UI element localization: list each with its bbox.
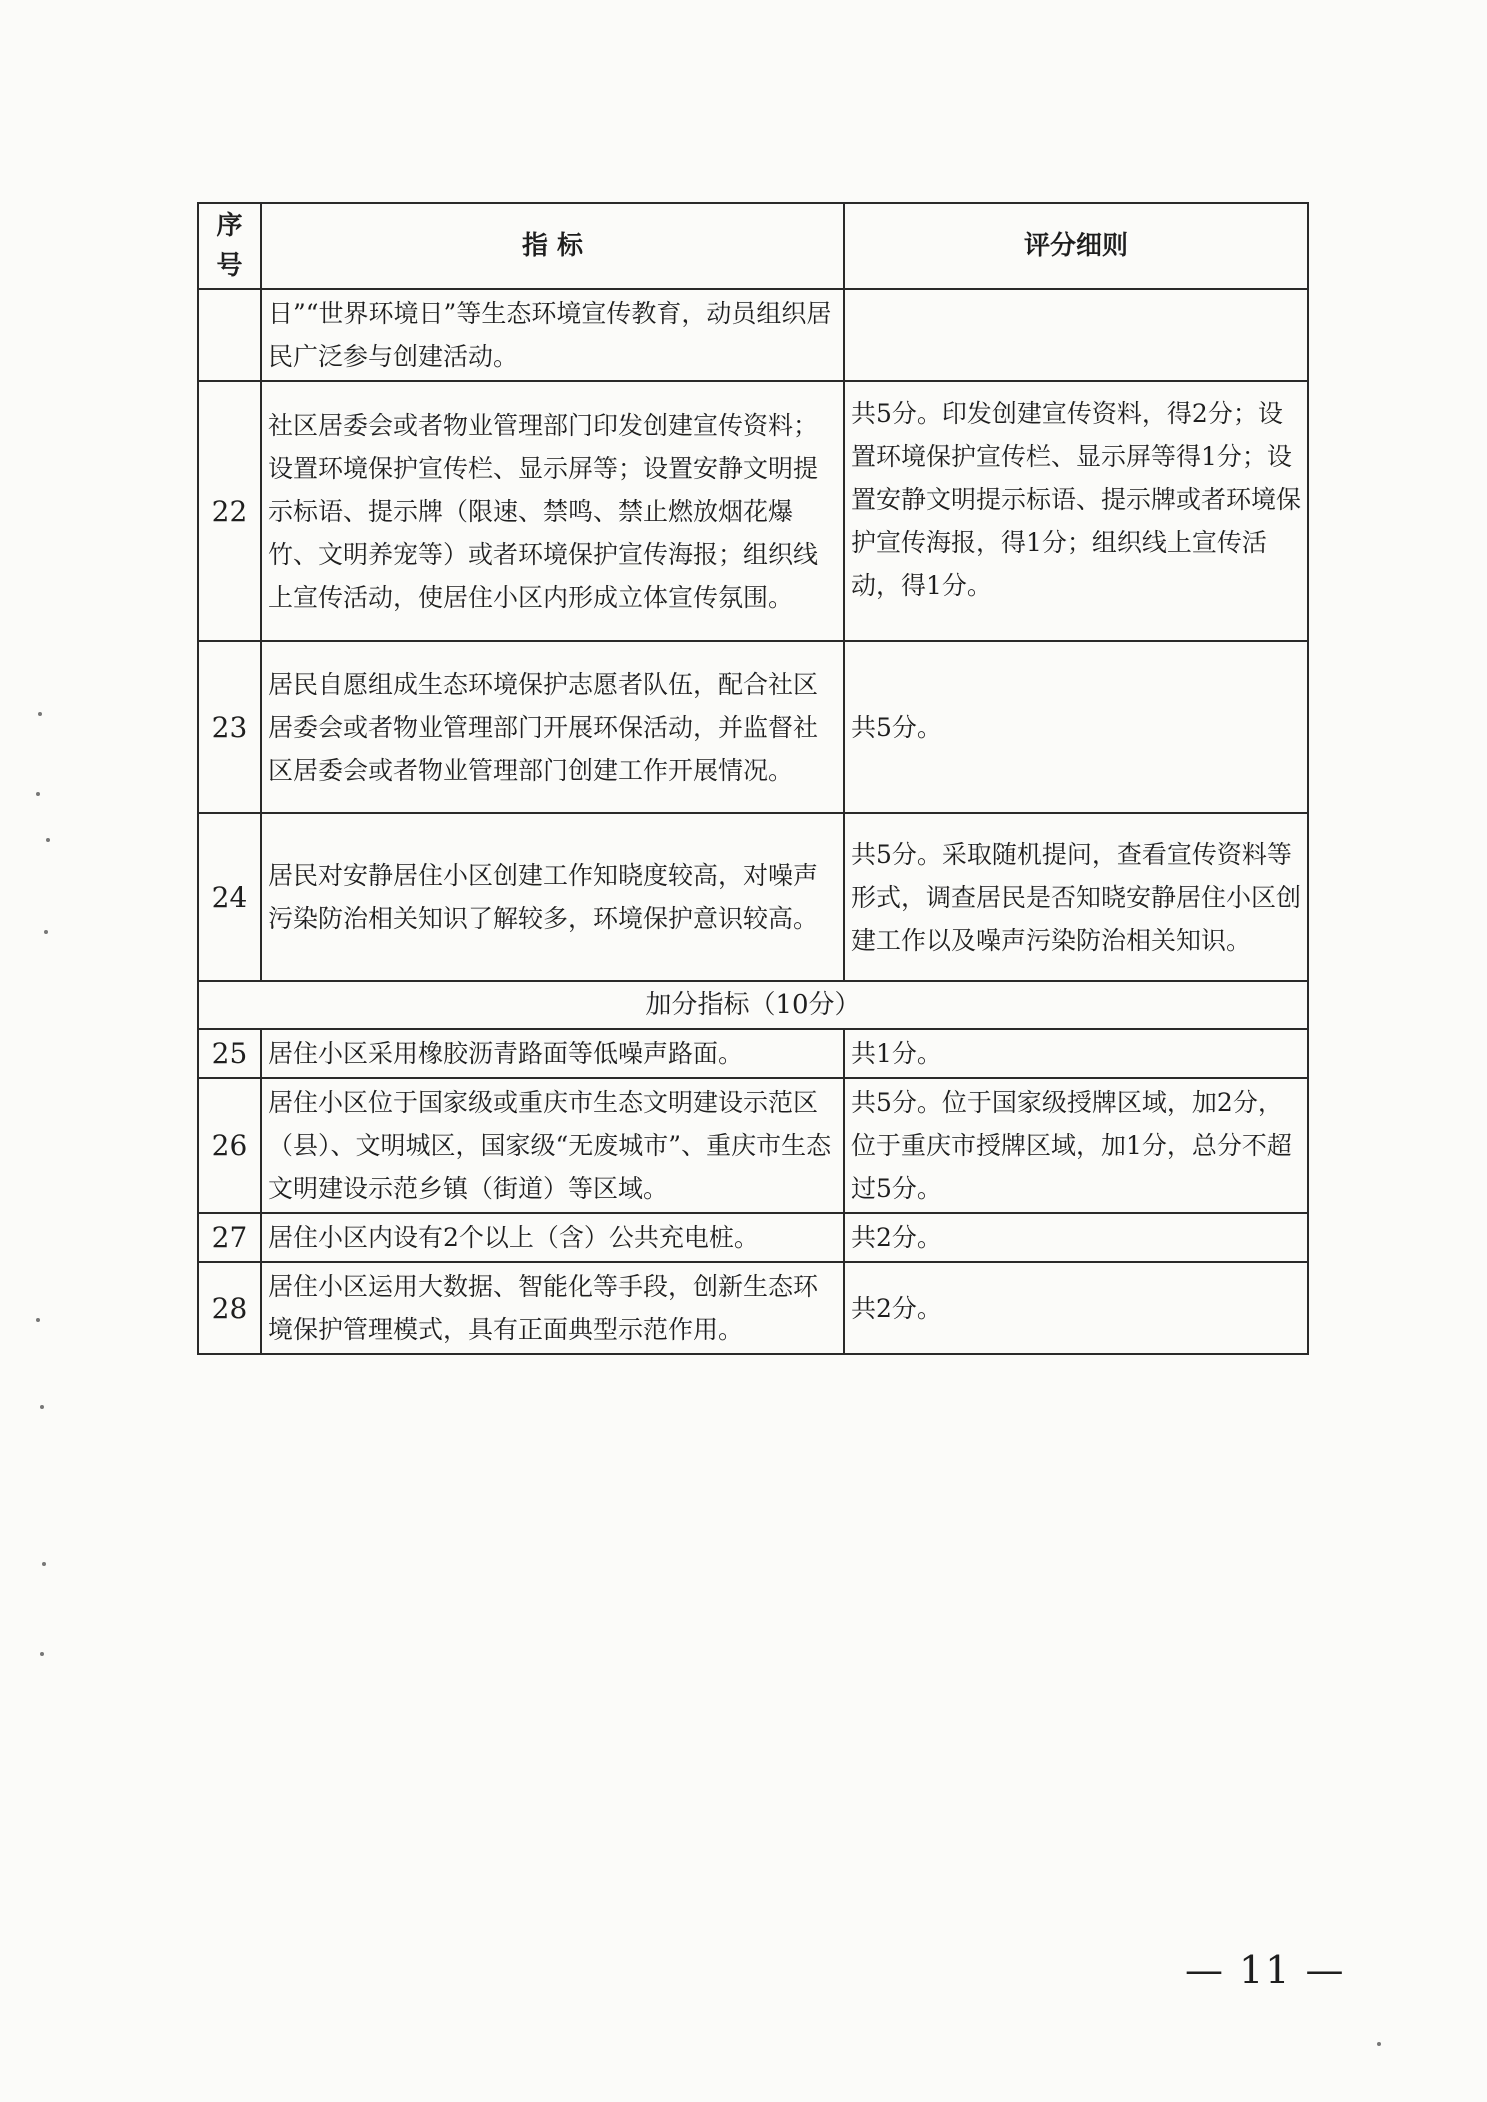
section-title: 加分指标（10分）	[198, 981, 1308, 1029]
row-indicator: 居住小区运用大数据、智能化等手段，创新生态环境保护管理模式，具有正面典型示范作用。	[261, 1262, 844, 1354]
row-indicator: 居住小区位于国家级或重庆市生态文明建设示范区（县）、文明城区，国家级“无废城市”、重庆市生态文明建设示范乡镇（街道）等区域。	[261, 1078, 844, 1213]
row-indicator: 居民自愿组成生态环境保护志愿者队伍，配合社区居委会或者物业管理部门开展环保活动，并监督社区居委会或者物业管理部门创建工作开展情况。	[261, 641, 844, 813]
row-no: 24	[198, 813, 261, 981]
section-row	[198, 981, 1308, 1029]
scan-speck	[38, 712, 42, 716]
row-detail: 共2分。	[844, 1262, 1308, 1354]
row-no: 25	[198, 1029, 261, 1078]
table-row	[198, 641, 1308, 813]
continued-detail	[844, 289, 1308, 381]
header-row	[198, 203, 1308, 289]
row-detail: 共5分。	[844, 641, 1308, 813]
continued-row	[198, 289, 1308, 381]
row-detail: 共5分。印发创建宣传资料，得2分；设置环境保护宣传栏、显示屏等得1分；设置安静文明提示标语、提示牌或者环境保护宣传海报，得1分；组织线上宣传活动，得1分。	[844, 381, 1308, 641]
scan-speck	[36, 792, 40, 796]
row-no: 23	[198, 641, 261, 813]
row-detail: 共2分。	[844, 1213, 1308, 1262]
row-no: 26	[198, 1078, 261, 1213]
scan-speck	[44, 930, 48, 934]
scoring-table	[197, 202, 1309, 1355]
table-row	[198, 1213, 1308, 1262]
page-number: — 11 —	[1185, 1948, 1346, 1992]
row-indicator: 居住小区采用橡胶沥青路面等低噪声路面。	[261, 1029, 844, 1078]
continued-indicator: 日”“世界环境日”等生态环境宣传教育，动员组织居民广泛参与创建活动。	[261, 289, 844, 381]
table-row	[198, 1262, 1308, 1354]
scan-speck	[40, 1652, 44, 1656]
row-indicator: 社区居委会或者物业管理部门印发创建宣传资料；设置环境保护宣传栏、显示屏等；设置安静文明提示标语、提示牌（限速、禁鸣、禁止燃放烟花爆竹、文明养宠等）或者环境保护宣传海报；组织线上宣传活动，使居住小区内形成立体宣传氛围。	[261, 381, 844, 641]
row-indicator: 居民对安静居住小区创建工作知晓度较高，对噪声污染防治相关知识了解较多，环境保护意识较高。	[261, 813, 844, 981]
scan-speck	[42, 1562, 46, 1566]
row-no: 22	[198, 381, 261, 641]
row-indicator: 居住小区内设有2个以上（含）公共充电桩。	[261, 1213, 844, 1262]
header-detail: 评分细则	[844, 203, 1308, 289]
table-row	[198, 1078, 1308, 1213]
scan-speck	[1377, 2042, 1381, 2046]
row-no: 27	[198, 1213, 261, 1262]
scan-speck	[36, 1318, 40, 1322]
table-row	[198, 813, 1308, 981]
table-row	[198, 381, 1308, 641]
row-detail: 共5分。位于国家级授牌区域，加2分，位于重庆市授牌区域，加1分，总分不超过5分。	[844, 1078, 1308, 1213]
header-no: 序号	[198, 203, 261, 289]
continued-no	[198, 289, 261, 381]
row-detail: 共1分。	[844, 1029, 1308, 1078]
row-no: 28	[198, 1262, 261, 1354]
header-indicator: 指 标	[261, 203, 844, 289]
row-detail: 共5分。采取随机提问，查看宣传资料等形式，调查居民是否知晓安静居住小区创建工作以及噪声污染防治相关知识。	[844, 813, 1308, 981]
scan-speck	[46, 838, 50, 842]
scan-speck	[40, 1405, 44, 1409]
table-row	[198, 1029, 1308, 1078]
